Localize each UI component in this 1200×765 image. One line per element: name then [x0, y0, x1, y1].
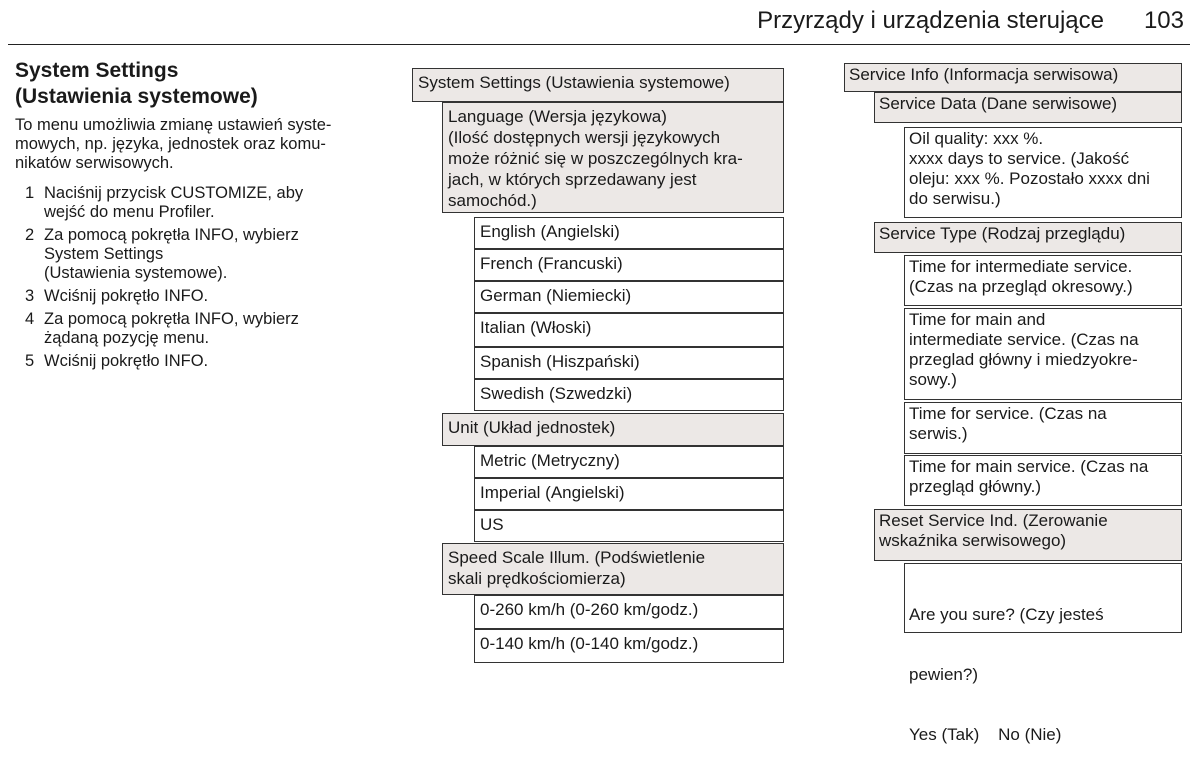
page-header-title: Przyrządy i urządzenia sterujące: [757, 7, 1104, 34]
menu-option-swedish: [474, 379, 784, 411]
menu-option-text: intermediate service. (Czas na: [909, 330, 1139, 349]
menu-option-spanish: [474, 347, 784, 379]
menu-node-text: jach, w których sprzedawany jest: [448, 170, 697, 189]
menu-node-text: Unit (Układ jednostek): [448, 418, 616, 437]
menu-option-text: Imperial (Angielski): [480, 483, 625, 502]
step-text: żądaną pozycję menu.: [44, 329, 210, 347]
menu-option-text: Italian (Włoski): [480, 318, 592, 337]
menu-option-text: do serwisu.): [909, 189, 1001, 208]
menu-node-text: Speed Scale Illum. (Podświetlenie: [448, 548, 706, 567]
menu-node-speed-scale: [442, 543, 784, 595]
step-item: [25, 310, 385, 348]
section-heading: [15, 58, 258, 110]
step-number: 4: [25, 310, 35, 328]
intro-paragraph: [15, 116, 387, 173]
menu-node-text: System Settings (Ustawienia systemowe): [418, 73, 730, 92]
step-text: Wciśnij pokrętło INFO.: [44, 287, 209, 305]
step-text: Za pomocą pokrętła INFO, wybierz: [44, 226, 299, 244]
menu-option-text: przeglad główny i miedzyokre-: [909, 350, 1138, 369]
menu-option-text: 0-260 km/h (0-260 km/godz.): [480, 600, 699, 619]
intro-line: mowych, np. języka, jednostek oraz komu-: [15, 135, 326, 153]
menu-option-text: Time for intermediate service.: [909, 257, 1133, 276]
step-item: [25, 226, 385, 283]
menu-node-text: (Ilość dostępnych wersji językowych: [448, 128, 721, 147]
menu-option-metric: [474, 446, 784, 478]
menu-option-text: oleju: xxx %. Pozostało xxxx dni: [909, 169, 1150, 188]
menu-option-text: Are you sure? (Czy jesteś: [909, 605, 1104, 624]
menu-node-text: skali prędkościomierza): [448, 569, 626, 588]
menu-option-main-service: [904, 455, 1182, 506]
step-text: (Ustawienia systemowe).: [44, 264, 228, 282]
menu-option-text: Spanish (Hiszpański): [480, 352, 640, 371]
menu-option-text: 0-140 km/h (0-140 km/godz.): [480, 634, 699, 653]
menu-option-text: Metric (Metryczny): [480, 451, 620, 470]
menu-option-text: Time for service. (Czas na: [909, 404, 1107, 423]
step-item: [25, 287, 385, 306]
menu-option-text: English (Angielski): [480, 222, 620, 241]
menu-node-text: samochód.): [448, 191, 537, 210]
menu-option-text: Yes (Tak) No (Nie): [909, 725, 1062, 744]
step-text: System Settings: [44, 245, 164, 263]
menu-option-text: German (Niemiecki): [480, 286, 632, 305]
menu-option-text: sowy.): [909, 370, 957, 389]
menu-option-text: przegląd główny.): [909, 477, 1041, 496]
menu-option-german: [474, 281, 784, 313]
menu-node-language: [442, 102, 784, 213]
step-number: 1: [25, 184, 35, 202]
menu-option-text: US: [480, 515, 504, 534]
menu-option-speed-260: [474, 595, 784, 629]
menu-option-french: [474, 249, 784, 281]
menu-option-text: (Czas na przegląd okresowy.): [909, 277, 1133, 296]
menu-node-text: Service Info (Informacja serwisowa): [849, 65, 1119, 84]
menu-option-english: [474, 217, 784, 249]
menu-option-text: pewien?): [909, 665, 978, 684]
header-divider: [8, 44, 1190, 45]
steps-list: [25, 184, 385, 375]
step-item: [25, 184, 385, 222]
menu-option-imperial: [474, 478, 784, 510]
menu-node-reset-service-indicator: [874, 509, 1182, 561]
intro-line: To menu umożliwia zmianę ustawień syste-: [15, 116, 332, 134]
menu-node-text: wskaźnika serwisowego): [879, 531, 1067, 550]
menu-node-text: może różnić się w poszczególnych kra-: [448, 149, 743, 168]
menu-node-text: Service Type (Rodzaj przeglądu): [879, 224, 1126, 243]
menu-option-text: Time for main service. (Czas na: [909, 457, 1149, 476]
step-text: Wciśnij pokrętło INFO.: [44, 352, 209, 370]
menu-option-intermediate-service: [904, 255, 1182, 306]
menu-node-service-data: [874, 92, 1182, 123]
intro-line: nikatów serwisowych.: [15, 154, 174, 172]
menu-option-italian: [474, 313, 784, 347]
step-text: wejść do menu Profiler.: [44, 203, 215, 221]
menu-option-text: French (Francuski): [480, 254, 623, 273]
section-heading-line: System Settings: [15, 59, 179, 82]
menu-node-text: Service Data (Dane serwisowe): [879, 94, 1118, 113]
menu-node-text: Language (Wersja językowa): [448, 107, 667, 126]
menu-option-speed-140: [474, 629, 784, 663]
menu-node-service-info: [844, 63, 1182, 92]
menu-option-text: Swedish (Szwedzki): [480, 384, 633, 403]
menu-option-text: xxxx days to service. (Jakość: [909, 149, 1130, 168]
menu-option-oil-quality: [904, 127, 1182, 218]
step-number: 3: [25, 287, 35, 305]
step-text: Za pomocą pokrętła INFO, wybierz: [44, 310, 299, 328]
menu-option-confirm-reset: [904, 563, 1182, 744]
menu-option-time-for-service: [904, 402, 1182, 454]
menu-option-text: Oil quality: xxx %.: [909, 129, 1044, 148]
section-heading-line: (Ustawienia systemowe): [15, 85, 258, 108]
step-number: 5: [25, 352, 35, 370]
menu-option-us: [474, 510, 784, 542]
menu-node-unit: [442, 413, 784, 446]
page-number: 103: [1143, 7, 1184, 34]
menu-option-text: Time for main and: [909, 310, 1046, 329]
step-text: Naciśnij przycisk CUSTOMIZE, aby: [44, 184, 304, 202]
menu-option-main-intermediate-service: [904, 308, 1182, 400]
menu-node-service-type: [874, 222, 1182, 253]
menu-node-system-settings: [412, 68, 784, 102]
menu-option-text: serwis.): [909, 424, 968, 443]
step-number: 2: [25, 226, 35, 244]
menu-node-text: Reset Service Ind. (Zerowanie: [879, 511, 1108, 530]
step-item: [25, 352, 385, 371]
